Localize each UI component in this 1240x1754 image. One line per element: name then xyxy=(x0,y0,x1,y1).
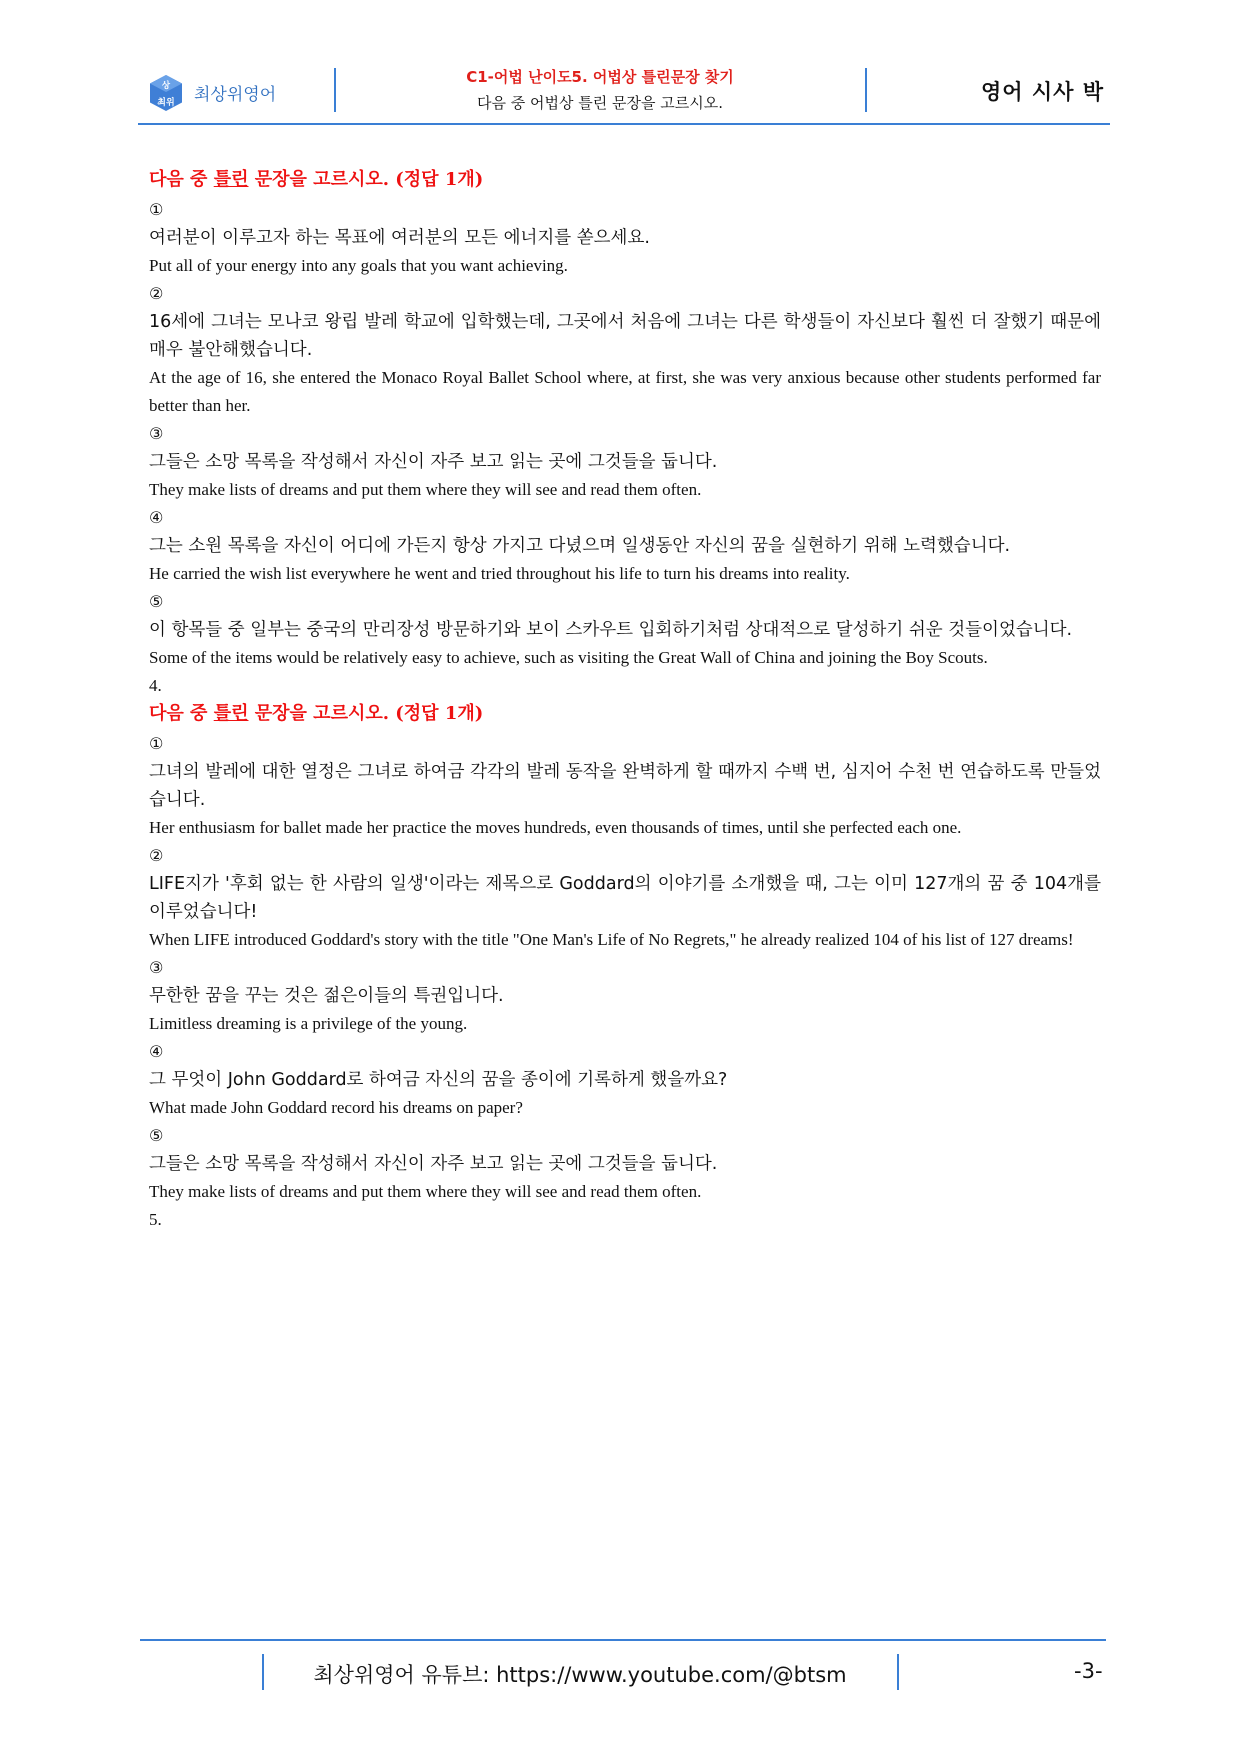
option-number: ③ xyxy=(149,424,164,443)
option-number: ③ xyxy=(149,958,164,977)
option-item xyxy=(149,1038,1101,1122)
brand-name: 최상위영어 xyxy=(194,85,277,105)
option-number: ② xyxy=(149,846,164,865)
option-item xyxy=(149,196,1101,280)
option-english: Put all of your energy into any goals that you want achieving. xyxy=(149,256,568,275)
page-header xyxy=(138,62,1110,124)
option-korean: LIFE지가 '후회 없는 한 사람의 일생'이라는 제목으로 Goddard의 이야기를 소개했을 때, 그는 이미 127개의 꿈 중 104개를 이루었습니다! xyxy=(149,874,1101,922)
option-english: When LIFE introduced Goddard's story with the title "One Man's Life of No Regrets," he already realized 104 of his list of 127 dreams! xyxy=(149,930,1074,949)
option-korean: 이 항목들 중 일부는 중국의 만리장성 방문하기와 보이 스카우트 입회하기처럼 상대적으로 달성하기 쉬운 것들이었습니다. xyxy=(149,620,1073,640)
header-rule xyxy=(138,123,1110,125)
option-item xyxy=(149,588,1101,672)
question-heading: 다음 중 틀린 문장을 고르시오. (정답 1개) xyxy=(149,169,484,190)
option-item xyxy=(149,420,1101,504)
option-korean: 무한한 꿈을 꾸는 것은 젊은이들의 특권입니다. xyxy=(149,986,504,1006)
option-english: Her enthusiasm for ballet made her practice the moves hundreds, even thousands of times, until she perfected each one. xyxy=(149,818,962,837)
question-block xyxy=(149,166,1101,700)
option-korean: 16세에 그녀는 모나코 왕립 발레 학교에 입학했는데, 그곳에서 처음에 그녀는 다른 학생들이 자신보다 훨씬 더 잘했기 때문에 매우 불안해했습니다. xyxy=(149,312,1101,360)
footer-rule xyxy=(140,1639,1106,1641)
footer-divider-right xyxy=(897,1654,899,1690)
option-number: ② xyxy=(149,284,164,303)
option-korean: 여러분이 이루고자 하는 목표에 여러분의 모든 에너지를 쏟으세요. xyxy=(149,228,650,248)
option-number: ⑤ xyxy=(149,1126,164,1145)
page-number: -3- xyxy=(1074,1659,1103,1683)
option-english: Some of the items would be relatively easy to achieve, such as visiting the Great Wall of China and joining the Boy Scouts. xyxy=(149,648,988,667)
logo-icon xyxy=(148,74,184,112)
header-subtitle: 다음 중 어법상 틀린 문장을 고르시오. xyxy=(477,94,723,112)
option-english: Limitless dreaming is a privilege of the young. xyxy=(149,1014,468,1033)
option-korean: 그들은 소망 목록을 작성해서 자신이 자주 보고 읽는 곳에 그것들을 둡니다. xyxy=(149,1154,718,1174)
option-item xyxy=(149,1122,1101,1206)
option-korean: 그 무엇이 John Goddard로 하여금 자신의 꿈을 종이에 기록하게 했을까요? xyxy=(149,1070,728,1090)
next-question-number: 4. xyxy=(149,676,162,695)
question-heading: 다음 중 틀린 문장을 고르시오. (정답 1개) xyxy=(149,703,484,724)
logo-text-bottom: 최위 xyxy=(157,98,175,108)
footer-youtube-text: 최상위영어 유튜브: https://www.youtube.com/@btsm xyxy=(313,1663,847,1687)
header-right-label: 영어 시사 박 xyxy=(980,80,1104,104)
option-korean: 그녀의 발레에 대한 열정은 그녀로 하여금 각각의 발레 동작을 완벽하게 할 때까지 수백 번, 심지어 수천 번 연습하도록 만들었습니다. xyxy=(149,762,1101,810)
header-title: C1-어법 난이도5. 어법상 틀린문장 찾기 xyxy=(466,68,734,86)
option-english: They make lists of dreams and put them where they will see and read them often. xyxy=(149,1182,702,1201)
next-question-number: 5. xyxy=(149,1210,162,1229)
option-item xyxy=(149,954,1101,1038)
underlined-word: 틀린 xyxy=(213,703,249,724)
option-english: What made John Goddard record his dreams on paper? xyxy=(149,1098,523,1117)
option-item xyxy=(149,280,1101,420)
question-block xyxy=(149,700,1101,1234)
option-english: At the age of 16, she entered the Monaco Royal Ballet School where, at first, she was very anxious because other students performed far better than her. xyxy=(149,368,1101,415)
underlined-word: 틀린 xyxy=(213,169,249,190)
option-korean: 그들은 소망 목록을 작성해서 자신이 자주 보고 읽는 곳에 그것들을 둡니다. xyxy=(149,452,718,472)
option-item xyxy=(149,842,1101,954)
option-item xyxy=(149,730,1101,842)
option-number: ① xyxy=(149,734,164,753)
option-number: ⑤ xyxy=(149,592,164,611)
header-divider-right xyxy=(865,68,867,112)
page-content xyxy=(149,166,1101,1234)
logo-text-top: 상 xyxy=(161,81,171,91)
option-item xyxy=(149,504,1101,588)
option-english: He carried the wish list everywhere he went and tried throughout his life to turn his dreams into reality. xyxy=(149,564,850,583)
option-english: They make lists of dreams and put them where they will see and read them often. xyxy=(149,480,702,499)
option-number: ① xyxy=(149,200,164,219)
option-number: ④ xyxy=(149,508,164,527)
option-number: ④ xyxy=(149,1042,164,1061)
option-korean: 그는 소원 목록을 자신이 어디에 가든지 항상 가지고 다녔으며 일생동안 자신의 꿈을 실현하기 위해 노력했습니다. xyxy=(149,536,1011,556)
